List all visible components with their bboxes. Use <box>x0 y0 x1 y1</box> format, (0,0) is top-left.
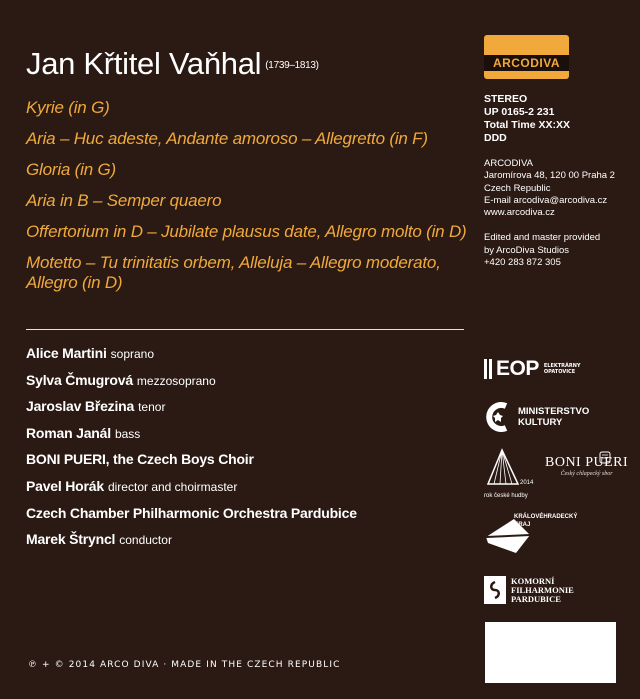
address-line: ARCODIVA <box>484 158 533 169</box>
year-of-czech-music-logo <box>484 448 536 499</box>
address-line: Czech Republic <box>484 182 551 194</box>
edited-line: Edited and master provided <box>484 232 601 244</box>
composer-dates: (1739–1813) <box>265 60 319 72</box>
arcodiva-logo-text: ARCODIVA <box>492 56 561 70</box>
boni-pueri-logo <box>545 455 628 477</box>
eop-bars-icon <box>484 359 492 379</box>
address-line: Jaromírova 48, 120 00 Praha 2 <box>484 170 615 182</box>
address-line: www.arcodiva.cz <box>484 207 555 219</box>
composer-title <box>26 46 319 82</box>
kfp-line: FILHARMONIE <box>511 584 574 595</box>
label-address <box>484 158 634 219</box>
spec-line: STEREO <box>484 93 528 105</box>
performer-row <box>26 505 476 532</box>
divider <box>26 329 464 330</box>
year-label: 2014 <box>520 480 534 486</box>
performer-row <box>26 398 476 425</box>
composer-name: Jan Křtitel Vaňhal <box>26 46 262 81</box>
year-music-caption: rok české hudby <box>484 493 528 499</box>
performer-row <box>26 531 476 558</box>
spec-line: DDD <box>484 132 507 144</box>
performer-role: conductor <box>119 533 172 548</box>
chamber-philharmonic-logo <box>484 576 574 604</box>
eop-sub-line: ELEKTRÁRNY <box>543 363 581 369</box>
performer-row <box>26 478 476 505</box>
region-line: KRAJ <box>514 522 531 528</box>
kfp-emblem-icon <box>484 576 506 604</box>
performer-role: director and choirmaster <box>107 479 238 494</box>
performer-role: soprano <box>110 347 155 361</box>
boni-pueri-motto: Český chlapecký sbor <box>560 471 613 477</box>
arcodiva-logo <box>484 35 569 79</box>
eop-logo <box>484 357 581 381</box>
track-item: Aria in B – Semper quaero <box>26 191 222 210</box>
region-line: KRÁLOVÉHRADECKÝ <box>514 514 578 520</box>
performer-name: Czech Chamber Philharmonic Orchestra Pardubice <box>26 504 357 521</box>
crest-icon <box>597 449 613 465</box>
address-line: E-mail arcodiva@arcodiva.cz <box>484 194 608 206</box>
eop-sub-line: OPATOVICE <box>543 369 576 375</box>
performer-name: Marek Štryncl <box>26 531 116 548</box>
performer-name: Alice Martini <box>26 345 107 361</box>
performer-row <box>26 345 476 372</box>
ministry-line: KULTURY <box>518 417 563 428</box>
edited-line: by ArcoDiva Studios <box>484 244 570 256</box>
barcode-area <box>485 622 616 683</box>
track-item: Aria – Huc adeste, Andante amoroso – Allegretto (in F) <box>26 129 428 148</box>
track-item: Kyrie (in G) <box>26 98 110 117</box>
kfp-line: KOMORNÍ <box>511 575 555 586</box>
track-list <box>26 98 476 304</box>
track-item: Motetto – Tu trinitatis orbem, Alleluja – Allegro moderato, Allegro (in D) <box>26 253 441 292</box>
track-item: Offertorium in D – Jubilate plausus date, Allegro molto (in D) <box>26 222 467 241</box>
eop-logo-text: EOP <box>496 357 539 380</box>
performer-name: Pavel Horák <box>26 477 104 494</box>
boni-pueri-name: BONI PUERI <box>545 455 629 470</box>
ministry-emblem-icon <box>484 400 512 434</box>
edited-credit <box>484 232 634 269</box>
performer-row <box>26 425 476 452</box>
performer-role: mezzosoprano <box>136 373 216 388</box>
performer-row <box>26 451 476 478</box>
performer-name: Roman Janál <box>26 424 111 441</box>
label-info <box>484 35 634 269</box>
disc-specs <box>484 93 634 145</box>
performer-name: BONI PUERI, the Czech Boys Choir <box>26 451 254 468</box>
edited-line: +420 283 872 305 <box>484 257 561 269</box>
performer-role: bass <box>114 426 141 441</box>
kfp-line: PARDUBICE <box>511 593 561 604</box>
performer-name: Jaroslav Březina <box>26 398 135 415</box>
spec-line: Total Time XX:XX <box>484 119 570 131</box>
ministry-line: MINISTERSTVO <box>518 406 590 417</box>
performer-role: tenor <box>138 400 166 415</box>
ministry-culture-logo <box>484 400 589 434</box>
performer-name: Sylva Čmugrová <box>26 371 133 388</box>
performer-list <box>26 345 476 558</box>
region-logo <box>484 513 578 563</box>
copyright-footer: ℗ + © 2014 ARCO DIVA · MADE IN THE CZECH REPUBLIC <box>28 660 341 670</box>
performer-row <box>26 372 476 399</box>
triangle-emblem-icon <box>484 448 536 488</box>
spec-line: UP 0165-2 231 <box>484 106 555 118</box>
track-item: Gloria (in G) <box>26 160 116 179</box>
